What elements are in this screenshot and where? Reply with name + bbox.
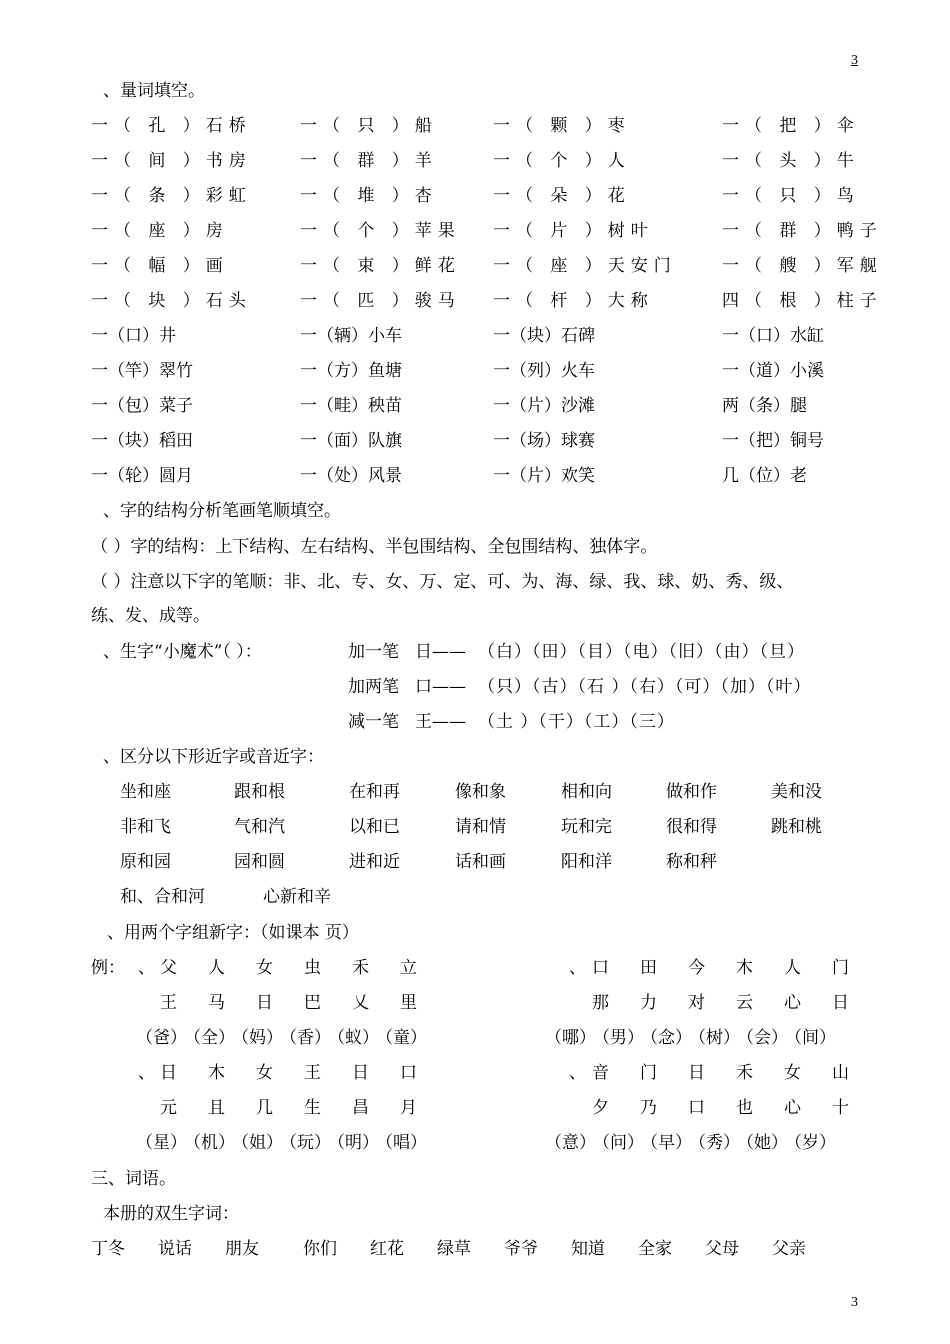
answer-char: （秀） (689, 1133, 740, 1153)
measure-word-item: 一（片）欢笑 (493, 466, 595, 486)
measure-word-item: 一（ 个 ）苹果 (300, 221, 461, 241)
section-heading-compose: 、用两个字组新字：（如课本 页） (107, 923, 359, 943)
measure-word-item: 一（ 座 ）房 (91, 221, 229, 241)
component-char: 力 (640, 993, 657, 1013)
measure-word-item: 一（ 群 ）鸭子 (722, 221, 883, 241)
words-subheading: 本册的双生字词： (103, 1204, 239, 1224)
measure-word-item: 两（条）腿 (722, 396, 807, 416)
vocabulary-word: 你们 (303, 1239, 337, 1259)
section-heading-measure-words: 、量词填空。 (103, 81, 205, 101)
measure-word-item: 一（ 艘 ）军舰 (722, 256, 883, 276)
group-prefix: 、 (569, 1063, 586, 1083)
measure-word-item: 一（ 座 ）天安门 (493, 256, 677, 276)
answer-char: （她） (737, 1133, 788, 1153)
measure-word-item: 一（ 只 ）鸟 (722, 186, 860, 206)
measure-word-item: 一（场）球赛 (493, 431, 595, 451)
answer-char: （童） (376, 1028, 427, 1048)
magic-row-label: 减一笔 (348, 712, 399, 732)
component-char: 且 (208, 1098, 225, 1118)
component-char: 口 (592, 958, 609, 978)
answer-char: （爸） (136, 1028, 187, 1048)
magic-row-base: 口—— (415, 677, 466, 697)
answer-char: （男） (593, 1028, 644, 1048)
similar-pair: 以和已 (349, 817, 400, 837)
magic-row-base: 日—— (415, 642, 466, 662)
similar-pair: 做和作 (666, 782, 717, 802)
component-char: 月 (400, 1098, 417, 1118)
measure-word-item: 一（ 幅 ）画 (91, 256, 229, 276)
measure-word-item: 一（ 群 ）羊 (300, 151, 438, 171)
vocabulary-word: 朋友 (225, 1239, 259, 1259)
component-char: 门 (832, 958, 849, 978)
answer-char: （早） (641, 1133, 692, 1153)
answer-char: （玩） (280, 1133, 331, 1153)
component-char: 元 (160, 1098, 177, 1118)
measure-word-item: 一（块）稻田 (91, 431, 193, 451)
answer-char: （树） (689, 1028, 740, 1048)
answer-char: （全） (184, 1028, 235, 1048)
component-char: 昌 (352, 1098, 369, 1118)
similar-pair: 很和得 (666, 817, 717, 837)
component-char: 人 (208, 958, 225, 978)
measure-word-item: 一（块）石碑 (493, 326, 595, 346)
magic-row-base: 王—— (415, 712, 466, 732)
answer-char: （念） (641, 1028, 692, 1048)
component-char: 山 (832, 1063, 849, 1083)
similar-pair: 阳和洋 (561, 852, 612, 872)
measure-word-item: 一（ 块 ）石头 (91, 291, 252, 311)
answer-char: （星） (136, 1133, 187, 1153)
measure-word-item: 一（畦）秧苗 (300, 396, 402, 416)
measure-word-item: 一（ 朵 ）花 (493, 186, 631, 206)
component-char: 生 (304, 1098, 321, 1118)
similar-pair: 请和情 (455, 817, 506, 837)
answer-char: （妈） (232, 1028, 283, 1048)
example-label: 例： (91, 958, 125, 978)
similar-pair: 玩和完 (561, 817, 612, 837)
component-char: 几 (256, 1098, 273, 1118)
component-char: 日 (352, 1063, 369, 1083)
component-char: 也 (736, 1098, 753, 1118)
measure-word-item: 几（位）老 (722, 466, 807, 486)
measure-word-item: 一（ 把 ）伞 (722, 116, 860, 136)
measure-word-item: 一（ 片 ）树叶 (493, 221, 654, 241)
similar-pair: 跳和桃 (771, 817, 822, 837)
answer-char: （机） (184, 1133, 235, 1153)
section-heading-magic: 、生字“小魔术”（ ）： (103, 642, 262, 662)
magic-row-items: （土 ）（干）（工）（三） (478, 712, 675, 732)
answer-char: （姐） (232, 1133, 283, 1153)
measure-word-item: 一（ 头 ）牛 (722, 151, 860, 171)
component-char: 口 (400, 1063, 417, 1083)
vocabulary-word: 知道 (571, 1239, 605, 1259)
vocabulary-word: 红花 (370, 1239, 404, 1259)
component-char: 心 (784, 1098, 801, 1118)
component-char: 木 (208, 1063, 225, 1083)
measure-word-item: 一（ 匹 ）骏马 (300, 291, 461, 311)
magic-row-items: （白）（田）（目）（电）（旧）（由）（旦） (478, 642, 805, 662)
component-char: 禾 (352, 958, 369, 978)
measure-word-item: 一（ 个 ）人 (493, 151, 631, 171)
magic-row-items: （只）（古）（石 ）（右）（可）（加）（叶） (478, 677, 812, 697)
component-char: 对 (688, 993, 705, 1013)
similar-pair: 在和再 (349, 782, 400, 802)
component-char: 云 (736, 993, 753, 1013)
measure-word-item: 一（处）风景 (300, 466, 402, 486)
similar-pair: 坐和座 (120, 782, 171, 802)
component-char: 父 (160, 958, 177, 978)
answer-char: （间） (785, 1028, 836, 1048)
section-heading-structure: 、字的结构分析笔画笔顺填空。 (103, 501, 341, 521)
section-heading-similar: 、区分以下形近字或音近字： (103, 747, 324, 767)
measure-word-item: 一（辆）小车 (300, 326, 402, 346)
component-char: 马 (208, 993, 225, 1013)
measure-word-item: 一（片）沙滩 (493, 396, 595, 416)
vocabulary-word: 说话 (158, 1239, 192, 1259)
component-char: 日 (256, 993, 273, 1013)
measure-word-item: 一（ 间 ）书房 (91, 151, 252, 171)
group-prefix: 、 (138, 958, 155, 978)
answer-char: （香） (280, 1028, 331, 1048)
answer-char: （岁） (785, 1133, 836, 1153)
similar-pair: 园和圆 (234, 852, 285, 872)
similar-pair: 进和近 (349, 852, 400, 872)
measure-word-item: 一（面）队旗 (300, 431, 402, 451)
section-heading-words: 三、词语。 (91, 1169, 176, 1189)
measure-word-item: 一（包）菜子 (91, 396, 193, 416)
measure-word-item: 一（方）鱼塘 (300, 361, 402, 381)
component-char: 里 (400, 993, 417, 1013)
vocabulary-word: 丁冬 (91, 1239, 125, 1259)
similar-pair: 美和没 (771, 782, 822, 802)
component-char: 日 (688, 1063, 705, 1083)
answer-char: （会） (737, 1028, 788, 1048)
structure-line-1: （ ）字的结构：上下结构、左右结构、半包围结构、全包围结构、独体字。 (91, 537, 658, 557)
component-char: 音 (592, 1063, 609, 1083)
measure-word-item: 一（ 条 ）彩虹 (91, 186, 252, 206)
component-char: 立 (400, 958, 417, 978)
component-char: 今 (688, 958, 705, 978)
component-char: 日 (832, 993, 849, 1013)
component-char: 乂 (352, 993, 369, 1013)
measure-word-item: 一（ 孔 ）石桥 (91, 116, 252, 136)
answer-char: （问） (593, 1133, 644, 1153)
component-char: 王 (160, 993, 177, 1013)
similar-pair: 非和飞 (120, 817, 171, 837)
vocabulary-word: 父亲 (772, 1239, 806, 1259)
vocabulary-word: 父母 (705, 1239, 739, 1259)
measure-word-item: 一（竿）翠竹 (91, 361, 193, 381)
vocabulary-word: 爷爷 (504, 1239, 538, 1259)
similar-pair: 相和向 (561, 782, 612, 802)
component-char: 乃 (640, 1098, 657, 1118)
component-char: 巴 (304, 993, 321, 1013)
similar-pair: 跟和根 (234, 782, 285, 802)
component-char: 人 (784, 958, 801, 978)
magic-row-label: 加两笔 (348, 677, 399, 697)
measure-word-item: 一（ 颗 ）枣 (493, 116, 631, 136)
measure-word-item: 一（ 堆 ）杏 (300, 186, 438, 206)
answer-char: （明） (328, 1133, 379, 1153)
similar-pair: 称和秤 (666, 852, 717, 872)
answer-char: （哪） (545, 1028, 596, 1048)
answer-char: （意） (545, 1133, 596, 1153)
similar-pair: 话和画 (455, 852, 506, 872)
page-number-bottom: 3 (851, 1295, 858, 1310)
component-char: 门 (640, 1063, 657, 1083)
measure-word-item: 一（ 束 ）鲜花 (300, 256, 461, 276)
structure-line-2: （ ）注意以下字的笔顺：非、北、专、女、万、定、可、为、海、绿、我、球、奶、秀、级、 (91, 572, 794, 592)
page-number-top: 3 (851, 53, 858, 68)
component-char: 女 (256, 958, 273, 978)
measure-word-item: 一（ 只 ）船 (300, 116, 438, 136)
component-char: 心 (784, 993, 801, 1013)
similar-pair: 和、合和河 (120, 887, 205, 907)
vocabulary-word: 绿草 (437, 1239, 471, 1259)
measure-word-item: 四（ 根 ）柱子 (722, 291, 883, 311)
magic-row-label: 加一笔 (348, 642, 399, 662)
component-char: 女 (256, 1063, 273, 1083)
group-prefix: 、 (569, 958, 586, 978)
group-prefix: 、 (138, 1063, 155, 1083)
measure-word-item: 一（轮）圆月 (91, 466, 193, 486)
similar-pair: 心新和辛 (263, 887, 331, 907)
similar-pair: 原和园 (120, 852, 171, 872)
component-char: 禾 (736, 1063, 753, 1083)
component-char: 日 (160, 1063, 177, 1083)
component-char: 十 (832, 1098, 849, 1118)
structure-line-3: 练、发、成等。 (91, 606, 210, 626)
component-char: 虫 (304, 958, 321, 978)
component-char: 口 (688, 1098, 705, 1118)
measure-word-item: 一（道）小溪 (722, 361, 824, 381)
component-char: 那 (592, 993, 609, 1013)
measure-word-item: 一（ 杆 ）大称 (493, 291, 654, 311)
component-char: 夕 (592, 1098, 609, 1118)
answer-char: （蚁） (328, 1028, 379, 1048)
vocabulary-word: 全家 (638, 1239, 672, 1259)
component-char: 王 (304, 1063, 321, 1083)
component-char: 田 (640, 958, 657, 978)
similar-pair: 像和象 (455, 782, 506, 802)
answer-char: （唱） (376, 1133, 427, 1153)
measure-word-item: 一（列）火车 (493, 361, 595, 381)
component-char: 木 (736, 958, 753, 978)
measure-word-item: 一（口）水缸 (722, 326, 824, 346)
similar-pair: 气和汽 (234, 817, 285, 837)
component-char: 女 (784, 1063, 801, 1083)
measure-word-item: 一（把）铜号 (722, 431, 824, 451)
measure-word-item: 一（口）井 (91, 326, 176, 346)
